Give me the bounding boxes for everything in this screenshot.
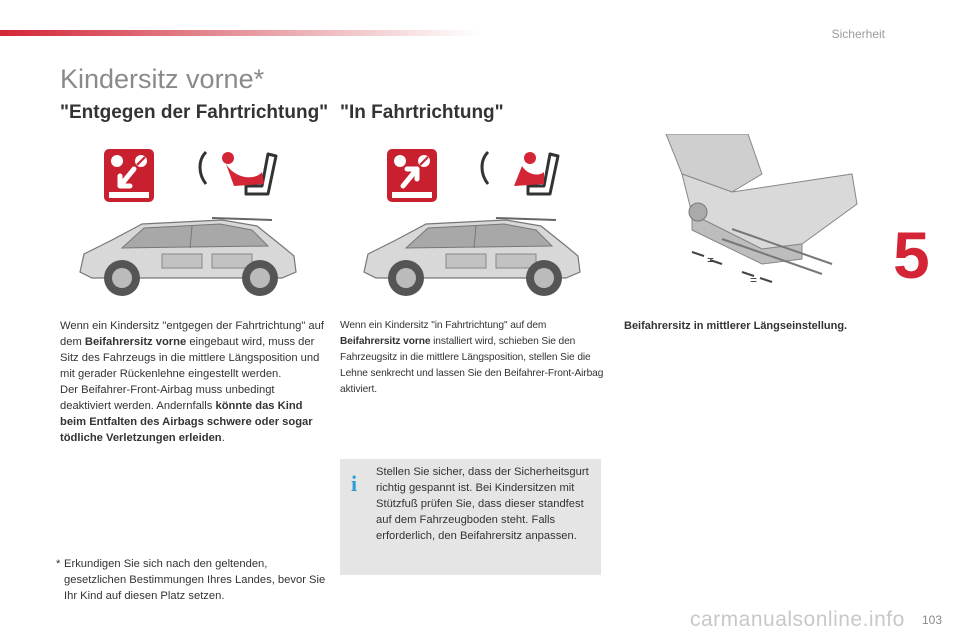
car-illustration-middle bbox=[356, 210, 586, 305]
watermark: carmanualsonline.info bbox=[690, 608, 905, 631]
section-title: Sicherheit bbox=[831, 27, 885, 41]
chapter-number: 5 bbox=[893, 218, 930, 292]
svg-text:=: = bbox=[707, 253, 715, 267]
text-segment: Wenn ein Kindersitz "entgegen der Fahrtrichtung" auf dem bbox=[60, 320, 324, 348]
airbag-warning-icon-left bbox=[103, 148, 155, 203]
forward-facing-seat-icon bbox=[478, 146, 563, 201]
heading-rear-facing: "Entgegen der Fahrtrichtung" bbox=[60, 102, 329, 123]
text-bold-segment: Beifahrersitz vorne bbox=[340, 336, 431, 347]
text-bold-segment: Beifahrersitz vorne bbox=[84, 336, 187, 348]
info-box bbox=[340, 459, 601, 575]
page-title: Kindersitz vorne* bbox=[60, 64, 265, 94]
text-segment: . bbox=[221, 432, 225, 444]
header-accent-bar bbox=[0, 30, 480, 36]
footnote bbox=[56, 556, 326, 604]
footnote-marker: * bbox=[56, 558, 61, 570]
airbag-warning-icon-middle bbox=[386, 148, 438, 203]
text-segment: Wenn ein Kindersitz "in Fahrtrichtung" auf dem bbox=[340, 320, 547, 331]
seat-adjustment-illustration bbox=[652, 134, 867, 294]
footnote-text: Erkundigen Sie sich nach den geltenden, gesetzlichen Bestimmungen Ihres Landes, bevor Sie Ihr Kind auf diesen Platz setzen. bbox=[64, 558, 326, 602]
text-segment: installiert wird, schieben Sie den Fahrzeugsitz in die mittlere Längsposition, stellen Sie die Lehne senkrecht und lassen Sie den Beifahrer-Front-Airbag aktiviert. bbox=[340, 336, 604, 395]
seat-caption: Beifahrersitz in mittlerer Längseinstellung. bbox=[624, 320, 848, 332]
text-bold-segment: könnte das Kind beim Entfalten des Airbags schwere oder sogar tödliche Verletzungen erleiden bbox=[60, 400, 313, 444]
info-text: Stellen Sie sicher, dass der Sicherheitsgurt richtig gespannt ist. Bei Kindersitzen mit Stützfuß prüfen Sie, dass dieser standfest auf dem Fahrzeugboden steht. Falls erforderlich, den Beifahrersitz anpassen. bbox=[376, 466, 589, 542]
svg-text:=: = bbox=[750, 273, 758, 287]
text-segment: eingebaut wird, muss der Sitz des Fahrzeugs in die mittlere Längsposition und mit gerader Rückenlehne eingestellt werden. bbox=[60, 336, 320, 380]
heading-forward-facing: "In Fahrtrichtung" bbox=[340, 102, 504, 123]
text-rear-facing bbox=[60, 318, 325, 446]
page-number: 103 bbox=[921, 613, 942, 627]
rear-facing-seat-icon bbox=[196, 146, 281, 201]
info-icon: i bbox=[351, 471, 358, 496]
text-forward-facing bbox=[340, 318, 608, 398]
car-illustration-left bbox=[72, 210, 302, 305]
text-segment: Der Beifahrer-Front-Airbag muss unbedingt deaktiviert werden. Andernfalls bbox=[60, 384, 275, 412]
